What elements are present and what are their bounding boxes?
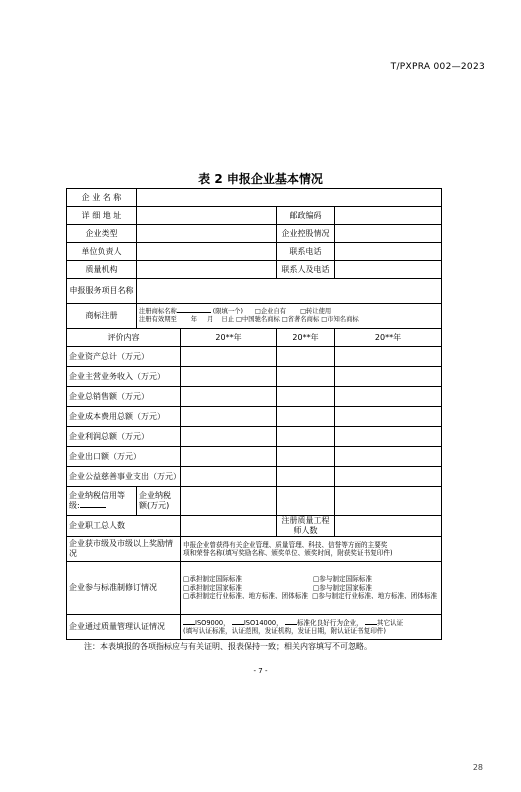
table-row [67, 225, 442, 243]
eval-header: 评价内容 [67, 329, 181, 347]
row-label: 联系电话 [277, 243, 335, 261]
value-cell[interactable] [181, 407, 277, 427]
value-cell[interactable] [181, 516, 277, 537]
field-holding[interactable] [335, 225, 442, 243]
value-cell[interactable] [181, 447, 277, 467]
tm-year-label: 年 [190, 316, 198, 323]
cert-iso14000: ISO14000， [243, 618, 283, 627]
cert-note: (填写认证标准，认证范围，发证机构，发证日期，附认证证书复印件) [183, 627, 386, 635]
value-cell[interactable] [277, 487, 335, 516]
std-option-checkbox[interactable]: □参与制定行业标准、地方标准、团体标准 [312, 592, 438, 601]
field-company-name[interactable] [137, 189, 442, 207]
tm-own-checkbox[interactable]: □企业自有 [254, 308, 287, 315]
table-row [67, 562, 442, 615]
table-row [67, 243, 442, 261]
value-cell[interactable] [335, 487, 442, 516]
row-label: 商标注册 [67, 304, 137, 329]
row-label: 企业主营业务收入（万元） [67, 367, 181, 387]
credit-level-cell[interactable] [67, 487, 137, 516]
tm-expiry-label: 注册有效期至 [139, 316, 177, 323]
table-row [67, 387, 442, 407]
std-option-checkbox[interactable]: □参与制定国际标准 [313, 575, 372, 584]
value-cell[interactable] [335, 407, 442, 427]
table-row [67, 347, 442, 367]
table-row [67, 537, 442, 562]
value-cell[interactable] [181, 487, 277, 516]
field-service-item[interactable] [137, 279, 442, 304]
row-label: 详 细 地 址 [67, 207, 137, 225]
row-label: 企业成本费用总额（万元） [67, 407, 181, 427]
table-row [67, 207, 442, 225]
value-cell[interactable] [181, 427, 277, 447]
table-row [67, 427, 442, 447]
credit-level-label: 企业纳税信用等级: [69, 491, 125, 510]
value-cell[interactable] [181, 467, 277, 487]
table-row [67, 304, 442, 329]
cert-blank[interactable] [285, 624, 297, 625]
row-label: 企业通过质量管理认证情况 [67, 615, 181, 640]
tm-cn-famous-checkbox[interactable]: □中国驰名商标 [236, 316, 280, 323]
year-header: 20**年 [335, 329, 442, 347]
awards-desc[interactable] [181, 537, 442, 562]
year-header: 20**年 [277, 329, 335, 347]
credit-level-blank[interactable] [80, 507, 106, 508]
field-address[interactable] [137, 207, 277, 225]
field-postcode[interactable] [335, 207, 442, 225]
cert-standard: 标准化良好行为企业， [296, 618, 363, 627]
field-contact-phone[interactable] [335, 261, 442, 279]
page-number: - 7 - [253, 667, 268, 675]
row-label: 企 业 名 称 [67, 189, 137, 207]
tm-provincial-checkbox[interactable]: □省著名商标 [281, 316, 320, 323]
year-header: 20**年 [181, 329, 277, 347]
standard-code: T/PXPRA 002—2023 [390, 62, 485, 72]
value-cell[interactable] [277, 447, 335, 467]
value-cell[interactable] [181, 367, 277, 387]
std-option-checkbox[interactable]: □承担制定国家标准 [183, 583, 242, 592]
tm-limit-note: (限填一个) [212, 308, 243, 315]
table-row [67, 329, 442, 347]
corner-page-number: 28 [472, 763, 483, 772]
value-cell[interactable] [335, 516, 442, 537]
row-label: 企业参与标准制修订情况 [67, 562, 181, 615]
value-cell[interactable] [335, 367, 442, 387]
row-label: 企业纳税额(万元) [137, 487, 181, 516]
tm-transfer-checkbox[interactable]: □转让使用 [300, 308, 332, 315]
tm-name-blank[interactable] [177, 312, 211, 313]
table-row [67, 615, 442, 640]
value-cell[interactable] [277, 407, 335, 427]
value-cell[interactable] [277, 387, 335, 407]
row-label: 邮政编码 [277, 207, 335, 225]
table-row [67, 467, 442, 487]
standards-options [181, 562, 442, 615]
company-info-table [66, 188, 442, 640]
row-label: 联系人及电话 [277, 261, 335, 279]
value-cell[interactable] [181, 347, 277, 367]
row-label: 企业职工总人数 [67, 516, 181, 537]
row-label: 企业总销售额（万元） [67, 387, 181, 407]
value-cell[interactable] [335, 347, 442, 367]
row-label: 质量机构 [67, 261, 137, 279]
field-company-type[interactable] [137, 225, 277, 243]
value-cell[interactable] [181, 387, 277, 407]
cert-blank[interactable] [183, 624, 195, 625]
value-cell[interactable] [277, 427, 335, 447]
table-row [67, 189, 442, 207]
tm-city-checkbox[interactable]: □市知名商标 [321, 316, 359, 323]
value-cell[interactable] [335, 427, 442, 447]
value-cell[interactable] [277, 347, 335, 367]
value-cell[interactable] [335, 467, 442, 487]
value-cell[interactable] [277, 467, 335, 487]
row-label: 企业资产总计（万元） [67, 347, 181, 367]
row-label: 单位负责人 [67, 243, 137, 261]
std-option-checkbox[interactable]: □承担制定行业标准、地方标准、团体标准 [183, 592, 308, 601]
cert-blank[interactable] [232, 624, 244, 625]
footnote: 注：本表填报的各项指标应与有关证明、报表保持一致；相关内容填写不可忽略。 [84, 642, 372, 651]
tm-month-label: 月 [207, 316, 214, 323]
row-label: 企业利润总额（万元） [67, 427, 181, 447]
awards-desc-line: 项和荣誉名称(填写奖励名称、颁奖单位、颁奖时间，附获奖证书复印件) [183, 549, 393, 557]
table-title: 表 2 申报企业基本情况 [198, 172, 323, 186]
table-row [67, 516, 442, 537]
awards-desc-line: 申报企业曾获得有关企业管理、质量管理、科技、信誉等方面的主要奖 [183, 540, 388, 549]
row-label: 企业公益慈善事业支出（万元） [67, 467, 181, 487]
row-label: 企业控股情况 [277, 225, 335, 243]
row-label: 企业出口额（万元） [67, 447, 181, 467]
row-label: 企业类型 [67, 225, 137, 243]
cert-blank[interactable] [365, 624, 377, 625]
row-label: 注册质量工程师人数 [277, 516, 335, 537]
cert-iso9000: ISO9000， [195, 618, 230, 627]
table-row [67, 407, 442, 427]
field-quality-org[interactable] [137, 261, 277, 279]
field-phone[interactable] [335, 243, 442, 261]
table-row [67, 447, 442, 467]
value-cell[interactable] [335, 447, 442, 467]
std-option-checkbox[interactable]: □承担制定国际标准 [183, 575, 242, 584]
tm-day-label: 日止 [221, 316, 235, 323]
table-row [67, 367, 442, 387]
std-option-checkbox[interactable]: □参与制定国家标准 [313, 583, 372, 592]
certification-details [181, 615, 442, 640]
table-row [67, 261, 442, 279]
row-label: 申报服务项目名称 [67, 279, 137, 304]
row-label: 企业获市级及市级以上奖励情况 [67, 537, 181, 562]
table-row [67, 487, 442, 516]
cert-other: 其它认证 [376, 618, 404, 627]
value-cell[interactable] [277, 367, 335, 387]
value-cell[interactable] [335, 387, 442, 407]
tm-name-label: 注册商标名称 [139, 308, 177, 315]
trademark-details [137, 304, 442, 329]
field-legal-rep[interactable] [137, 243, 277, 261]
table-row [67, 279, 442, 304]
